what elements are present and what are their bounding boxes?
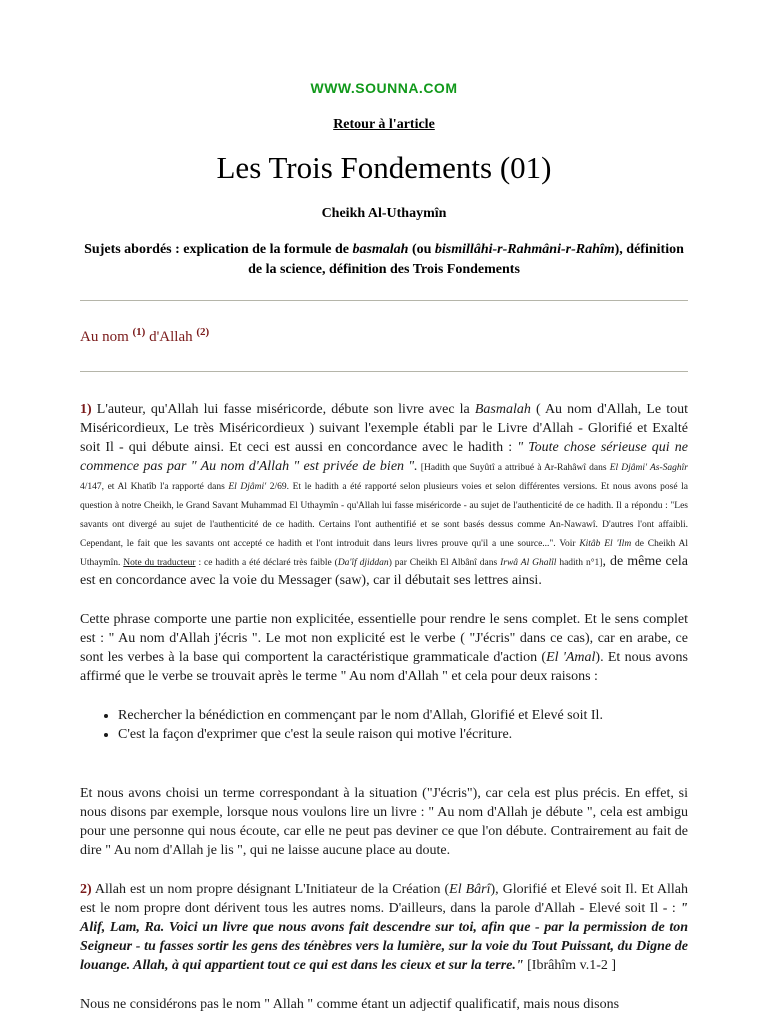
footnote-ref-2[interactable]: (2) [196, 326, 210, 338]
paragraph-2 [80, 610, 688, 686]
author-name: Cheikh Al-Uthaymîn [321, 206, 447, 221]
fn-text-6: ) par Cheikh El Albânî dans [388, 558, 501, 568]
subjects-text-3: ), définition de la science, définition des Trois Fondements [248, 242, 684, 277]
p2-text-2: ). Et nous avons affirmé que le verbe se trouvait après le terme " Au nom d'Allah " et cela pour deux raisons : [80, 650, 689, 684]
back-to-article-link[interactable]: Retour à l'article [333, 117, 435, 132]
p5-text-1: Nous ne considérons pas le nom " Allah " comme étant un adjectif qualificatif, mais nous disons [80, 997, 620, 1012]
p1-footnote [80, 463, 688, 568]
fn-text-3: 2/69. Et le hadith a été rapporté selon plusieurs voies et selon différentes versions. Et nous avons posé la question à notre Cheikh, le Grand Savant Muhammad El Uthaymîn - qu'Allah lui fasse miséricorde - au sujet de l'authenticité de ce hadith. Il a répondu : "Les savants ont divergé au sujet de l'authenticité de ce hadith. Certains l'ont authentifié et se sont basés dessus comme An-Nawawî. D'autres l'ont affaibli. Cependant, le fait que les savants ont accepté ce hadith et l'ont introduit dans leurs livres prouve qu'il a une source...". Voir [80, 482, 688, 549]
p1-text-2: ( Au nom d'Allah, Le tout Miséricordieux, Le très Miséricordieux ) suivant l'exemple établi par le Livre d'Allah - Glorifié et Exalté soit Il - qui débute ainsi. Et ceci est aussi en concordance avec le hadith : [80, 402, 688, 455]
paragraph-4 [80, 880, 688, 975]
divider-bottom [80, 371, 688, 372]
paragraph-1 [80, 400, 688, 590]
fn-text-2: 4/147, et Al Khatîb l'a rapporté dans [80, 482, 229, 492]
p4-term: El Bârî [449, 882, 491, 897]
subjects-term-1: basmalah [352, 242, 409, 257]
article-body [80, 400, 688, 1034]
section-heading [80, 326, 209, 346]
subjects-text-1: explication de la formule de [183, 242, 353, 257]
p2-term: El 'Amal [546, 650, 596, 665]
subjects-text-2: (ou [408, 242, 435, 257]
p1-basmalah: Basmalah [474, 402, 531, 417]
subjects-term-2: bismillâhi-r-Rahmâni-r-Rahîm [434, 242, 615, 257]
p1-text-1: L'auteur, qu'Allah lui fasse miséricorde, débute son livre avec la [91, 402, 475, 417]
list-item: • C'est la façon d'exprimer que c'est la seule raison qui motive l'écriture. [118, 725, 688, 744]
list-item: • Rechercher la bénédiction en commençant par le nom d'Allah, Glorifié et Elevé soit Il. [118, 706, 688, 725]
fn-book-3: Kitâb El 'Ilm [579, 539, 632, 549]
divider-top [80, 300, 688, 301]
p3-text-1: Et nous avons choisi un terme correspondant à la situation ("J'écris"), car cela est plus précis. En effet, si nous disons par exemple, lorsque nous voulons lire un livre : " Au nom d'Allah je débute ", cela est ambigu pour une personne qui nous écoute, car elle ne peut pas deviner ce que l'on débute. Contrairement au fait de dire " Au nom d'Allah je lis ", qui ne laisse aucune place au doute. [80, 786, 688, 858]
p2-text-1: Cette phrase comporte une partie non explicitée, essentielle pour rendre le sens complet. Et le sens complet est : " Au nom d'Allah j'écris ". Le mot non explicité est le verbe ( "J'écris" dans ce cas), car en arabe, ce sont les verbes à la base qui comportent la caractéristique grammaticale d'action ( [80, 612, 688, 665]
reasons-list [80, 706, 688, 744]
fn-book-1: El Djâmi' As-Saghîr [609, 463, 688, 473]
fn-text-4: de Cheikh Al Uthaymîn. [80, 539, 688, 568]
site-name[interactable]: WWW.SOUNNA.COM [310, 80, 458, 96]
page-title: Les Trois Fondements (01) [216, 150, 552, 185]
fn-text-1: [Hadith que Suyûtî a attribué à Ar-Rahâwî dans [417, 463, 610, 473]
heading-part-2: d'Allah [145, 329, 197, 345]
fn-grade: Da'îf djiddan [337, 558, 389, 568]
p4-text-1: Allah est un nom propre désignant L'Initiateur de la Création ( [91, 882, 450, 897]
subjects-line [80, 240, 688, 280]
subjects-label: Sujets abordés : [84, 242, 184, 257]
fn-text-5: : ce hadith a été déclaré très faible ( [195, 558, 338, 568]
paragraph-5 [80, 995, 688, 1014]
note-number-2: 2) [80, 882, 92, 897]
note-number-1: 1) [80, 402, 92, 417]
fn-book-2: El Djâmi' [228, 482, 267, 492]
fn-translator-note: Note du traducteur [123, 558, 196, 568]
p4-reference: [Ibrâhîm v.1-2 ] [523, 958, 617, 973]
p1-text-3: , de même cela est en concordance avec la voie du Messager (saw), car il débutait ses lettres ainsi. [80, 554, 688, 588]
heading-part-1: Au nom [80, 329, 133, 345]
p4-text-2: ), Glorifié et Elevé soit Il. Et Allah est le nom propre dont dérivent tous les autres noms. D'ailleurs, dans la parole d'Allah - Elevé soit Il - : [80, 882, 688, 916]
fn-book-4: Irwâ Al Ghalîl [500, 558, 557, 568]
paragraph-3 [80, 784, 688, 860]
fn-text-7: hadith n°1] [556, 558, 603, 568]
footnote-ref-1[interactable]: (1) [132, 326, 146, 338]
p1-hadith-quote: " Toute chose sérieuse qui ne commence pas par " Au nom d'Allah " est privée de bien ". [80, 440, 688, 474]
p4-quran-quote: " Alif, Lam, Ra. Voici un livre que nous avons fait descendre sur toi, afin que - par la permission de ton Seigneur - tu fasses sortir les gens des ténèbres vers la lumière, sur la voie du Tout Puissant, du Digne de louange. Allah, à qui appartient tout ce qui est dans les cieux et sur la terre." [80, 901, 688, 973]
